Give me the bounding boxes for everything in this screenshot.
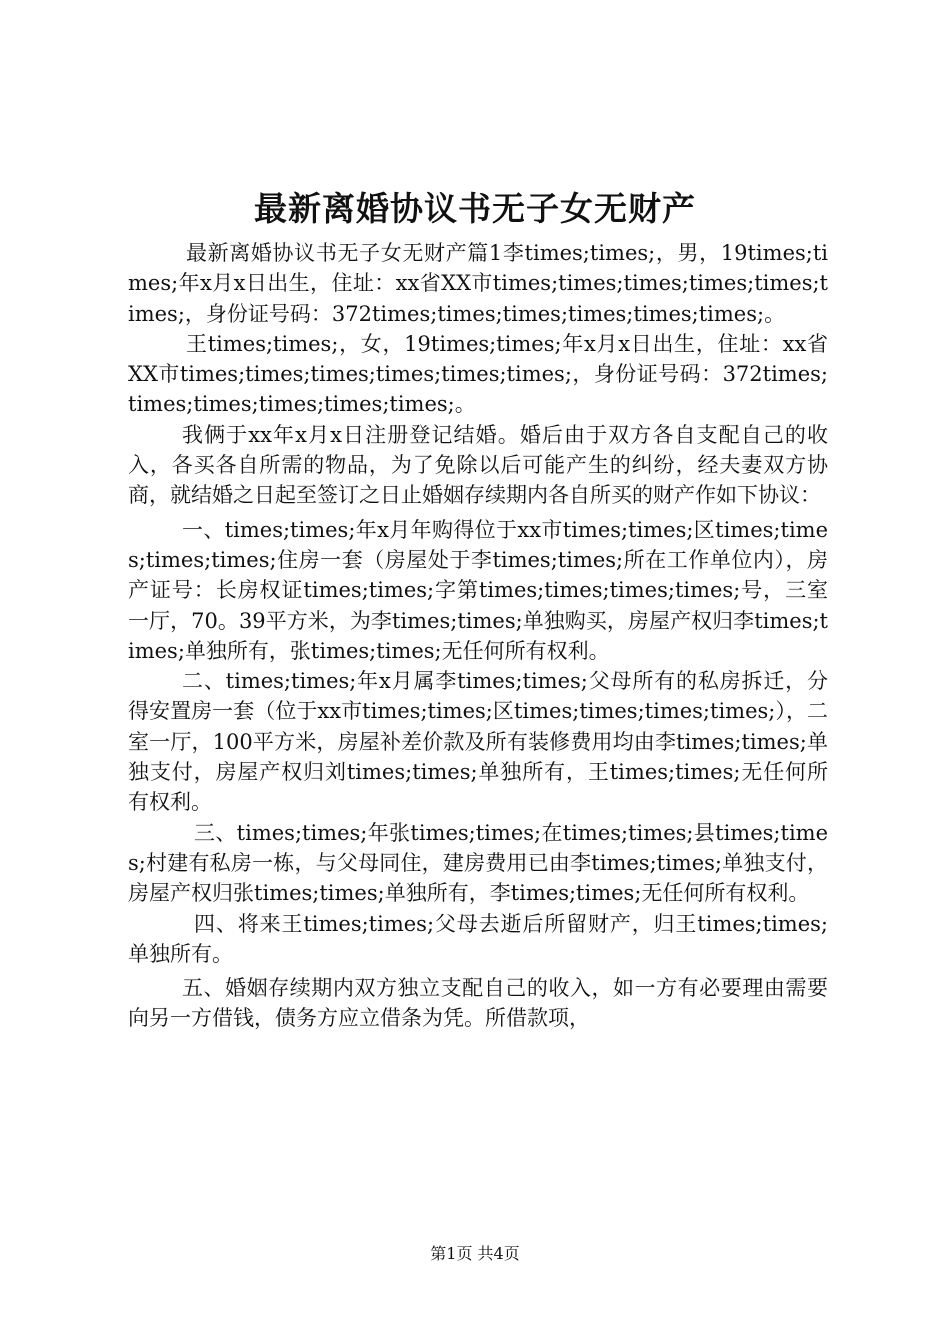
page-number-footer: 第1页 共4页: [430, 1244, 520, 1263]
paragraph-marriage-statement: 我俩于xx年x月x日注册登记结婚。婚后由于双方各自支配自己的收入，各买各自所需的物品，为了免除以后可能产生的纠纷，经夫妻双方协商，就结婚之日起至签订之日止婚姻存续期内各自所买的财产作如下协议：: [128, 422, 828, 508]
document-body: [128, 238, 828, 1034]
paragraph-intro-party-li: 最新离婚协议书无子女无财产篇1李times;times;，男，19times;times;年x月x日出生，住址：xx省XX市times;times;times;times;times;times;，身份证号码：372times;times;times;times;times;times;。: [128, 241, 828, 326]
paragraph-party-wang: 王times;times;，女，19times;times;年x月x日出生，住址：xx省XX市times;times;times;times;times;times;，身份证号码：372times;times;times;times;times;times;。: [128, 331, 828, 417]
paragraph-clause-1: 一、times;times;年x月年购得位于xx市times;times;区times;times;times;times;住房一套（房屋处于李times;times;所在工作单位内），房产证号：长房权证times;times;字第times;times;times;times;号，三室一厅，70。39平方米，为李times;times;单独购买，房屋产权归李times;times;单独所有，张times;times;无任何所有权利。: [128, 517, 828, 663]
paragraph-clause-4: 四、将来王times;times;父母去逝后所留财产，归王times;times;单独所有。: [128, 911, 828, 966]
document-title: 最新离婚协议书无子女无财产: [254, 189, 696, 228]
paragraph-clause-2: 二、times;times;年x月属李times;times;父母所有的私房拆迁，分得安置房一套（位于xx市times;times;区times;times;times;times;），二室一厅，100平方米，房屋补差价款及所有装修费用均由李times;times;单独支付，房屋产权归刘times;times;单独所有，王times;times;无任何所有权利。: [128, 669, 828, 815]
paragraph-clause-5: 五、婚姻存续期内双方独立支配自己的收入，如一方有必要理由需要向另一方借钱，债务方应立借条为凭。所借款项，: [128, 976, 828, 1031]
paragraph-clause-3: 三、times;times;年张times;times;在times;times;县times;times;村建有私房一栋，与父母同住，建房费用已由李times;times;单独支付，房屋产权归张times;times;单独所有，李times;times;无任何所有权利。: [128, 820, 828, 906]
